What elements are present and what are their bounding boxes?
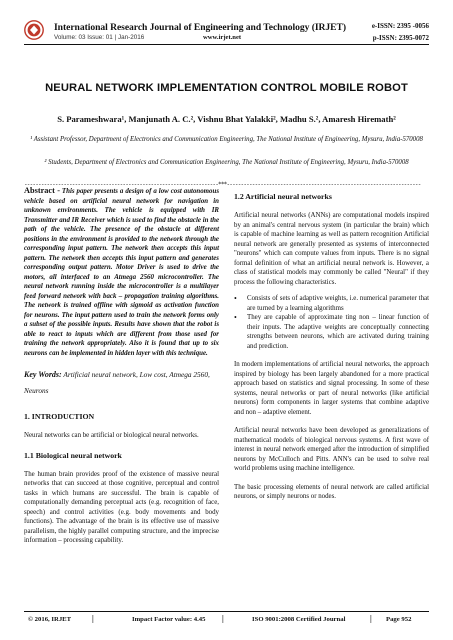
left-column	[24, 186, 219, 546]
paper-title: NEURAL NETWORK IMPLEMENTATION CONTROL MOBILE ROBOT	[45, 82, 408, 94]
ann-paragraph-2: In modern implementations of artificial neural networks, the approach inspired by biology has been largely abandoned for a more practical approach based on statistics and signal processing. In some of these systems, neural networks or part of neural networks (like artificial neurons) form components in larger systems that combine adaptive and non – adaptive element.	[234, 361, 429, 416]
footer-impact-factor: Impact Factor value: 4.45	[132, 616, 206, 623]
affiliation-1: ¹ Assistant Professor, Department of Electronics and Communication Engineering, The National Institute of Engineering, Mysuru, India-570008	[30, 136, 423, 143]
ann-paragraph-3: Artificial neural networks have been developed as generalizations of mathematical models of biological nervous systems. A first wave of interest in neural network emerged after the introduction of simplified neurons by McCulloch and Pitts. ANN's can be used to solve real world problems using machine intelligence.	[234, 427, 429, 472]
keywords-text: Artificial neural network, Low cost, Atmega 2560, Neurons	[24, 370, 210, 395]
keywords	[24, 367, 219, 399]
ann-paragraph-4: The basic processing elements of neural network are called artificial neurons, or simply neurons or nodes.	[234, 483, 429, 500]
keywords-label: Key Words:	[24, 370, 62, 379]
abstract-text: This paper presents a design of a low cost autonomous vehicle based on artificial neural network for navigation in unknown environments. The vehicle is equipped with IR Transmitter and IR Receiver which is used to find the obstacle in the path of the vehicle. The presence of the obstacle at different positions in the environment is provided to the network through the corresponding input pattern. The network then accepts this input pattern. The network then accepts this input pattern and generates corresponding output pattern. Motor Driver is used to drive the motors, all interfaced to an Atmega 2560 microcontroller. The neural network running inside the microcontroller is a multilayer feed forward network with back – propagation training algorithms. The network is trained offline with sigmoid as activation function for neurons. The input pattern used to train the network forms only a subset of the possible inputs. Results have shown that the robot is able to react to inputs which are different from those used for training the network appropriately. Also it is found that up to six neurons can be implemented in hidden layer with this technique.	[24, 188, 220, 357]
affiliation-2: ² Students, Department of Electronics and Communication Engineering, The National Institute of Engineering, Mysuru, India-570008	[44, 159, 409, 166]
footer-page-number: Page 952	[386, 616, 412, 623]
intro-paragraph: Neural networks can be artificial or biological neural networks.	[24, 432, 199, 439]
characteristics-list	[234, 294, 429, 351]
volume-issue: Volume: 03 Issue: 01 | Jan-2016	[54, 33, 145, 41]
right-column	[234, 186, 429, 502]
biological-paragraph: The human brain provides proof of the existence of massive neural networks that can succeed at those cognitive, perceptual and control tasks in which humans are successful. The brain is capable of computationally demanding perceptual acts (e.g. recognition of face, speech) and control activities (e.g. body movements and body functions). The advantage of the brain is its effective use of massive parallelism, the highly parallel computing structure, and the imprecise information – processing capability.	[24, 470, 219, 544]
list-item: • Consists of sets of adaptive weights, i.e. numerical parameter that are turned by a learning algorithms	[234, 294, 429, 313]
footer-copyright: © 2016, IRJET	[28, 616, 72, 623]
header-rule	[24, 44, 429, 45]
eissn: e-ISSN: 2395 -0056	[371, 22, 429, 30]
footer-rule	[24, 611, 429, 612]
paper-authors: S. Parameshwara¹, Manjunath A. C.², Vishnu Bhat Yalakki², Madhu S.², Amaresh Hiremath²	[57, 114, 396, 124]
irjet-logo-icon	[24, 20, 44, 40]
list-item: • They are capable of approximate ting non – linear function of their inputs. The adaptive weights are conceptually connecting strengths between neurons, which are activated during training and prediction.	[234, 313, 429, 351]
footer-iso: ISO 9001:2008 Certified Journal	[252, 616, 346, 623]
heading-artificial: 1.2 Artificial neural networks	[234, 192, 332, 201]
section-separator: ---------------------------------------------------------------------***---------------------------------------------------------------------	[24, 181, 421, 188]
journal-header	[0, 0, 453, 46]
pissn: p-ISSN: 2395-0072	[372, 33, 429, 42]
ann-paragraph-1: Artificial neural networks (ANNs) are computational models inspired by an animal's central nervous system (in particular the brain) which is capable of machine learning as well as pattern recognition Artificial neural network are generally presented as systems of interconnected "neurons" which can compute values from inputs. There is no signal formal definition of what an artificial neural network is. However, a class of statistical models may commonly be called "Neural" if they process the following characteristics.	[234, 212, 429, 286]
heading-biological: 1.1 Biological neural network	[24, 450, 122, 460]
heading-introduction: 1. INTRODUCTION	[24, 412, 95, 421]
footer-separator: |	[222, 614, 224, 623]
abstract-label: Abstract -	[24, 186, 60, 195]
footer-separator: |	[92, 614, 94, 623]
abstract	[24, 186, 219, 358]
footer-separator: |	[370, 614, 372, 623]
journal-website: www.irjet.net	[203, 33, 242, 41]
journal-title: International Research Journal of Engineering and Technology (IRJET)	[54, 22, 346, 33]
